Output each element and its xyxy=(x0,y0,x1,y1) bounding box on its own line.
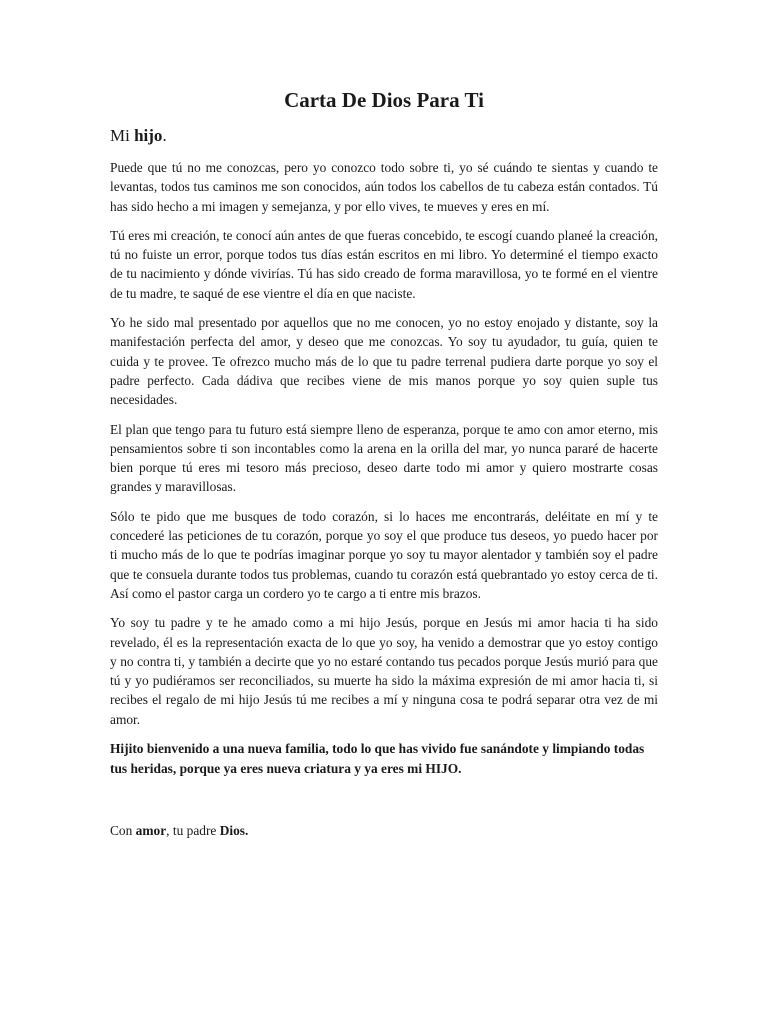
signature xyxy=(110,821,658,841)
paragraph-2: Tú eres mi creación, te conocí aún antes de que fueras concebido, te escogí cuando planeé la creación, tú no fuiste un error, porque todos tus días están escritos en mi libro. Yo determiné el tiempo exacto de tu nacimiento y dónde vivirías. Tú has sido creado de forma maravillosa, yo te formé en el vientre de tu madre, te saqué de ese vientre el día en que naciste. xyxy=(110,227,658,301)
greeting-suffix: . xyxy=(162,126,167,145)
signature-middle: , tu padre xyxy=(166,823,220,839)
signature-bold-amor: amor xyxy=(135,823,167,839)
signature-bold-dios: Dios. xyxy=(219,823,249,839)
closing-message: Hijito bienvenido a una nueva familia, todo lo que has vivido fue sanándote y limpiando todas tus heridas, porque ya eres nueva criatura y ya eres mi HIJO. xyxy=(110,741,645,777)
paragraph-1: Puede que tú no me conozcas, pero yo conozco todo sobre ti, yo sé cuándo te sientas y cuando te levantas, todos tus caminos me son conocidos, aún todos los cabellos de tu cabeza están contados. Tú has sido hecho a mi imagen y semejanza, y por ello vives, te mueves y eres en mí. xyxy=(110,160,658,214)
page-title: Carta De Dios Para Ti xyxy=(284,88,484,112)
paragraph-5: Sólo te pido que me busques de todo corazón, si lo haces me encontrarás, deléitate en mí y te concederé las peticiones de tu corazón, porque yo soy el que produce tus deseos, yo puedo hacer por ti mucho más de lo que te podrías imaginar porque yo soy tu mayor alentador y también soy el padre que te consuela durante todos tus problemas, cuando tu corazón está quebrantado yo estoy cerca de ti. Así como el pastor carga un cordero yo te cargo a ti entre mis brazos. xyxy=(110,508,658,601)
greeting xyxy=(110,124,658,148)
paragraph-6: Yo soy tu padre y te he amado como a mi hijo Jesús, porque en Jesús mi amor hacia ti ha sido revelado, él es la representación exacta de lo que yo soy, ha venido a demostrar que yo estoy contigo y no contra ti, y también a decirte que yo no estaré contando tus pecados porque Jesús murió para que tú y yo pudiéramos ser reconciliados, su muerte ha sido la máxima expresión de mi amor hacia ti, si recibes el regalo de mi hijo Jesús tú me recibes a mí y ninguna cosa te podrá separar otra vez de mi amor. xyxy=(110,615,658,727)
greeting-prefix: Mi xyxy=(110,126,135,145)
signature-prefix: Con xyxy=(110,823,136,839)
greeting-bold-word: hijo xyxy=(134,126,163,145)
paragraph-4: El plan que tengo para tu futuro está siempre lleno de esperanza, porque te amo con amor eterno, mis pensamientos sobre ti son incontables como la arena en la orilla del mar, yo nunca pararé de hacerte bien porque tú eres mi tesoro más precioso, deseo darte todo mi amor y quiero mostrarte cosas grandes y maravillosas. xyxy=(110,421,658,495)
paragraph-3: Yo he sido mal presentado por aquellos que no me conocen, yo no estoy enojado y distante, soy la manifestación perfecta del amor, y deseo que me conozcas. Yo soy tu ayudador, tu guía, quien te cuida y te provee. Te ofrezco mucho más de lo que tu padre terrenal pudiera darte porque yo soy el padre perfecto. Cada dádiva que recibes viene de mis manos porque yo soy quien suple tus necesidades. xyxy=(110,315,658,408)
